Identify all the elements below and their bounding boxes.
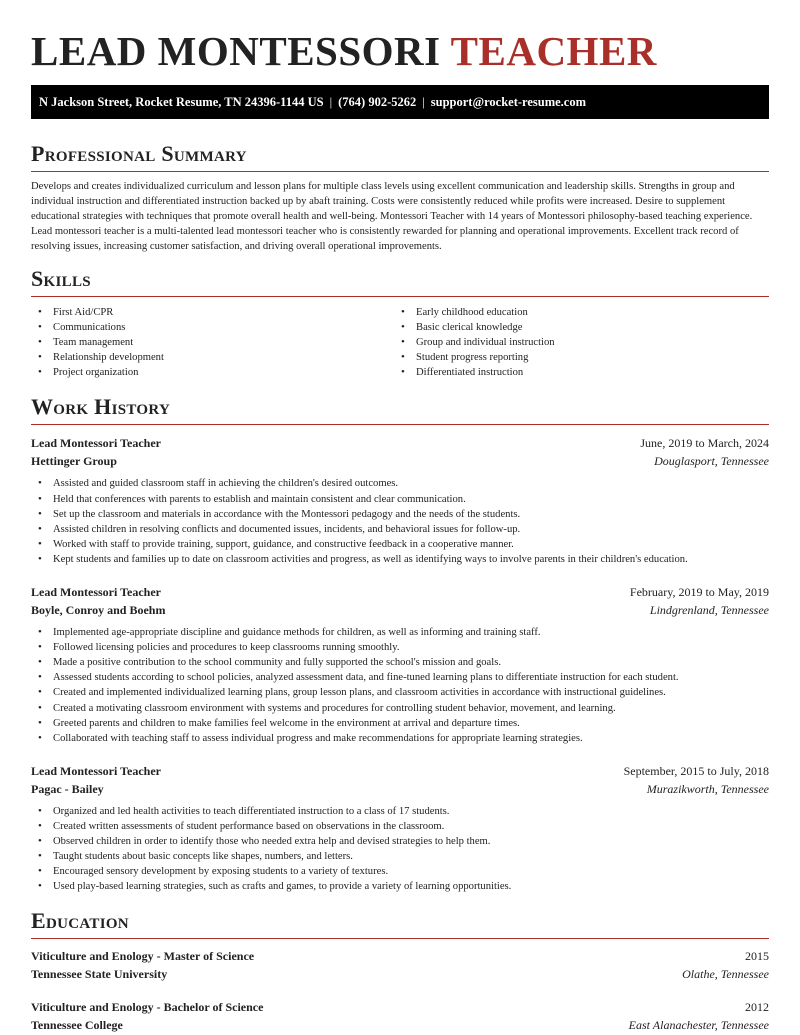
duty-item: • Followed licensing policies and procedures to keep classrooms running smoothly. (31, 640, 769, 655)
education-school-row (31, 965, 769, 983)
duty-item: • Held that conferences with parents to establish and maintain consistent and clear communication. (31, 492, 769, 507)
skill-item: • Student progress reporting (394, 350, 757, 365)
job-company-row (31, 601, 769, 619)
contact-bar (31, 85, 769, 119)
job-header-row (31, 434, 769, 452)
education-section (31, 908, 769, 1034)
duty-item: • Created and implemented individualized learning plans, group lesson plans, and classroom activities in accordance with instructional guidelines. (31, 685, 769, 700)
contact-email[interactable]: support@rocket-resume.com (430, 95, 587, 109)
job-header-row (31, 583, 769, 601)
duty-item: • Kept students and families up to date on classroom activities and progress, as well as identifying ways to involve parents in their children's education. (31, 552, 769, 567)
job-role: Lead Montessori Teacher (31, 436, 161, 451)
job-company: Hettinger Group (31, 454, 117, 469)
section-divider (31, 938, 769, 939)
skill-item: • Basic clerical knowledge (394, 320, 757, 335)
duty-item: • Greeted parents and children to make families feel welcome in the environment at arrival and departure times. (31, 716, 769, 731)
job-duties (31, 625, 769, 746)
duty-item: • Collaborated with teaching staff to assess individual progress and make recommendations for appropriate learning strategies. (31, 731, 769, 746)
education-location: East Alanachester, Tennessee (628, 1018, 769, 1033)
education-entry (31, 947, 769, 983)
job-location: Douglasport, Tennessee (654, 454, 769, 469)
skills-columns (31, 305, 769, 380)
duty-item: • Assessed students according to school policies, analyzed assessment data, and fine-tuned learning plans to differentiate instruction for each student. (31, 670, 769, 685)
skill-item: • Relationship development (31, 350, 394, 365)
section-divider (31, 424, 769, 425)
summary-heading: Professional Summary (31, 141, 247, 166)
skills-list-left (31, 305, 394, 380)
education-degree-row (31, 998, 769, 1016)
work-heading: Work History (31, 394, 171, 420)
skills-section (31, 266, 769, 380)
duty-item: • Created a motivating classroom environment with systems and procedures for controlling student behavior, movement, and learning. (31, 701, 769, 716)
education-location: Olathe, Tennessee (682, 967, 769, 982)
summary-text: Develops and creates individualized curriculum and lesson plans for multiple class levels using excellent communication and leadership skills. Strengths in group and individual instruction and differentiated instruction backed up by abaft training. Costs were consistently reduced while profits were increased. Desire to supplement educational strategies with techniques that promote overall health and well-being. Montessori Teacher with 14 years of Montessori philosophy-based teaching experience. Lead montessori teacher is a multi-talented lead montessori teacher who is consistently rewarded for planning and operational improvements. Excellent track record of resolving issues, increasing customer satisfaction, and driving overall operational improvements. (31, 181, 753, 252)
education-degree: Viticulture and Enology - Master of Science (31, 949, 255, 964)
section-divider (31, 171, 769, 172)
job-entry (31, 762, 769, 895)
job-role: Lead Montessori Teacher (31, 585, 161, 600)
skill-item: • Early childhood education (394, 305, 757, 320)
duty-item: • Worked with staff to provide training, support, guidance, and constructive feedback in a cooperative manner. (31, 537, 769, 552)
duty-item: • Used play-based learning strategies, such as crafts and games, to provide a variety of learning opportunities. (31, 879, 769, 894)
duty-item: • Assisted children in resolving conflicts and documented issues, incidents, and behavioral issues for follow-up. (31, 522, 769, 537)
section-divider (31, 296, 769, 297)
education-degree-row (31, 947, 769, 965)
education-school: Tennessee College (31, 1018, 123, 1033)
summary-section (31, 141, 769, 254)
job-header-row (31, 762, 769, 780)
job-company: Boyle, Conroy and Boehm (31, 603, 166, 618)
job-company-row (31, 780, 769, 798)
skill-item: • Team management (31, 335, 394, 350)
duty-item: • Taught students about basic concepts like shapes, numbers, and letters. (31, 849, 769, 864)
name-first: LEAD MONTESSORI (31, 28, 441, 74)
job-company: Pagac - Bailey (31, 781, 104, 796)
education-school-row (31, 1016, 769, 1034)
skill-item: • Group and individual instruction (394, 335, 757, 350)
job-dates: February, 2019 to May, 2019 (629, 585, 769, 600)
skills-heading: Skills (31, 266, 91, 291)
duty-item: • Observed children in order to identify those who needed extra help and devised strategies to help them. (31, 834, 769, 849)
education-year: 2015 (745, 949, 769, 964)
job-entry (31, 583, 769, 746)
job-company-row (31, 452, 769, 470)
education-entry (31, 998, 769, 1034)
job-role: Lead Montessori Teacher (31, 763, 161, 778)
skill-item: • Differentiated instruction (394, 365, 757, 380)
education-heading: Education (31, 908, 129, 934)
skills-list-right (394, 305, 757, 380)
candidate-name (31, 0, 769, 85)
duty-item: • Made a positive contribution to the school community and fully supported the school's mission and goals. (31, 655, 769, 670)
work-section (31, 394, 769, 894)
job-duties (31, 804, 769, 895)
education-degree: Viticulture and Enology - Bachelor of Science (31, 1000, 264, 1015)
duty-item: • Set up the classroom and materials in accordance with the Montessori pedagogy and the needs of the students. (31, 507, 769, 522)
education-school: Tennessee State University (31, 967, 168, 982)
contact-address: N Jackson Street, Rocket Resume, TN 24396-1144 US (39, 95, 324, 109)
duty-item: • Encouraged sensory development by exposing students to a variety of textures. (31, 864, 769, 879)
name-last: TEACHER (450, 28, 657, 74)
education-year: 2012 (745, 1000, 769, 1015)
job-duties (31, 476, 769, 567)
job-dates: June, 2019 to March, 2024 (640, 436, 769, 451)
job-entry (31, 434, 769, 567)
duty-item: • Organized and led health activities to teach differentiated instruction to a class of 17 students. (31, 804, 769, 819)
contact-separator: | (422, 95, 425, 109)
skill-item: • Project organization (31, 365, 394, 380)
job-location: Lindgrenland, Tennessee (649, 603, 769, 618)
duty-item: • Created written assessments of student performance based on observations in the classroom. (31, 819, 769, 834)
job-dates: September, 2015 to July, 2018 (623, 763, 769, 778)
job-location: Murazikworth, Tennessee (646, 781, 769, 796)
skill-item: • Communications (31, 320, 394, 335)
duty-item: • Assisted and guided classroom staff in achieving the children's desired outcomes. (31, 476, 769, 491)
skill-item: • First Aid/CPR (31, 305, 394, 320)
contact-phone: (764) 902-5262 (338, 95, 417, 109)
duty-item: • Implemented age-appropriate discipline and guidance methods for children, as well as informing and training staff. (31, 625, 769, 640)
contact-separator: | (329, 95, 333, 109)
